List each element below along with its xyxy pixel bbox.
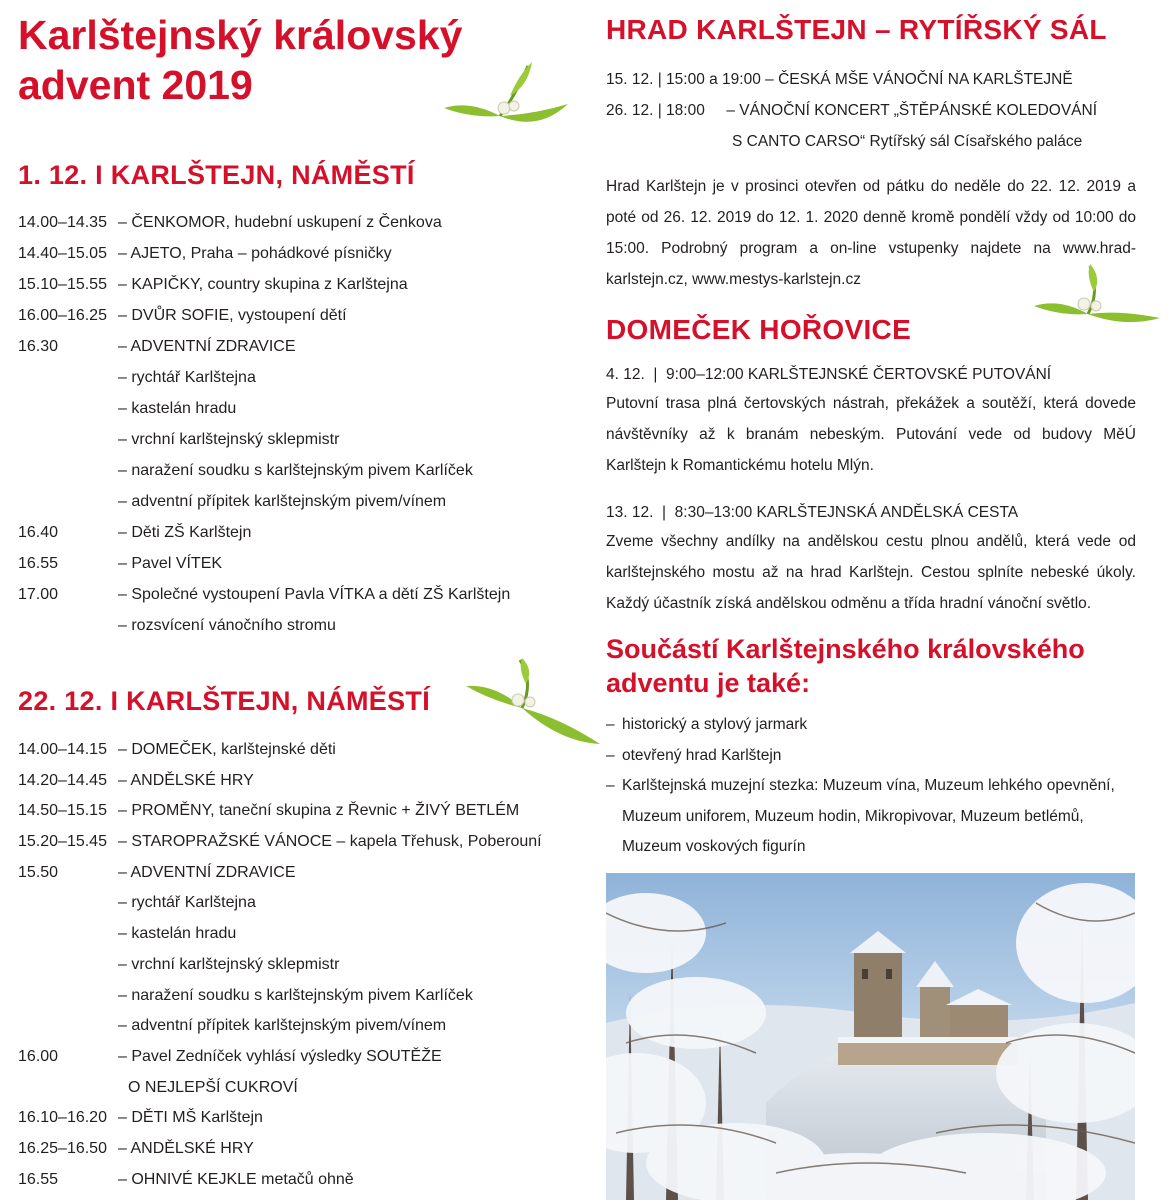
schedule-22-12	[18, 735, 542, 1195]
time: 16.55	[18, 555, 59, 572]
event: – ČENKOMOR, hudební uskupení z Čenkova	[118, 214, 442, 231]
schedule-row	[18, 517, 510, 548]
event: – ADVENTNÍ ZDRAVICE	[118, 338, 296, 355]
hrad-info: Hrad Karlštejn je v prosinci otevřen od pátku do neděle do 22. 12. 2019 a poté od 26. 12. 2019 do 12. 1. 2020 denně kromě pondělí vždy od 10:00 do 15:00. Podrobný program a on-line vstupenky najdete na www.hrad-karlstejn.cz, www.mestys-karlstejn.cz	[606, 178, 1136, 288]
title-line-1: Karlštejnský královský	[18, 12, 463, 58]
event: – Pavel VÍTEK	[118, 555, 223, 572]
event: – adventní přípitek karlštejnským pivem/vínem	[118, 493, 447, 510]
section-heading-domecek: DOMEČEK HOŘOVICE	[606, 314, 912, 345]
schedule-row	[18, 1042, 542, 1073]
list-item: – otevřený hrad Karlštejn	[606, 746, 782, 764]
time	[18, 919, 118, 950]
section-heading-22-12: 22. 12. I KARLŠTEJN, NÁMĚSTÍ	[18, 686, 430, 716]
event: – rozsvícení vánočního stromu	[118, 617, 336, 634]
time	[18, 1073, 118, 1104]
event: – naražení soudku s karlštejnským pivem Karlíček	[118, 986, 473, 1004]
schedule-row	[18, 207, 510, 238]
title-line-2: advent 2019	[18, 62, 253, 108]
hrad-event-2: 26. 12. | 18:00 – VÁNOČNÍ KONCERT „ŠTĚPÁNSKÉ KOLEDOVÁNÍ	[606, 102, 1098, 119]
domecek-event-1-title: 4. 12. | 9:00–12:00 KARLŠTEJNSKÉ ČERTOVSKÉ PUTOVÁNÍ	[606, 366, 1052, 383]
castle-photo	[606, 873, 1135, 1200]
schedule-row	[18, 300, 510, 331]
time	[18, 1011, 118, 1042]
schedule-row	[18, 827, 542, 858]
time: 16.25–16.50	[18, 1139, 107, 1157]
soucasti-list	[606, 710, 1136, 863]
schedule-row	[18, 331, 510, 362]
event: – OHNIVÉ KEJKLE metačů ohně	[118, 1170, 354, 1188]
time	[18, 610, 118, 641]
soucasti-heading-line-1: Součástí Karlštejnského královského	[606, 634, 1085, 664]
schedule-row	[18, 393, 510, 424]
event: – DVŮR SOFIE, vystoupení dětí	[118, 307, 347, 324]
hrad-event-1: 15. 12. | 15:00 a 19:00 – ČESKÁ MŠE VÁNOČNÍ NA KARLŠTEJNĚ	[606, 71, 1073, 88]
event: – AJETO, Praha – pohádkové písničky	[118, 245, 392, 262]
schedule-row	[18, 796, 542, 827]
schedule-row	[18, 269, 510, 300]
schedule-row	[18, 766, 542, 797]
time: 16.10–16.20	[18, 1109, 107, 1127]
schedule-row	[18, 424, 510, 455]
event: – STAROPRAŽSKÉ VÁNOCE – kapela Třehusk, Poberouní	[118, 833, 542, 851]
event: – rychtář Karlštejna	[118, 369, 256, 386]
schedule-row	[18, 981, 542, 1012]
list-item-text: historický a stylový jarmark	[622, 716, 808, 733]
event: – Děti ZŠ Karlštejn	[118, 524, 252, 541]
event: – ANDĚLSKÉ HRY	[118, 1139, 254, 1157]
event: – ADVENTNÍ ZDRAVICE	[118, 863, 296, 881]
event: – KAPIČKY, country skupina z Karlštejna	[118, 276, 408, 293]
time	[18, 486, 118, 517]
schedule-row	[18, 1165, 542, 1196]
time: 16.00	[18, 1047, 59, 1065]
time	[18, 950, 118, 981]
event: – rychtář Karlštejna	[118, 894, 256, 912]
time: 15.50	[18, 863, 59, 881]
event: – kastelán hradu	[118, 400, 237, 417]
section-heading-1-12: 1. 12. I KARLŠTEJN, NÁMĚSTÍ	[18, 160, 415, 190]
time	[18, 424, 118, 455]
schedule-row	[18, 455, 510, 486]
time: 16.30	[18, 338, 59, 355]
time: 14.20–14.45	[18, 771, 107, 789]
event: – vrchní karlštejnský sklepmistr	[118, 431, 340, 448]
list-item: – historický a stylový jarmark	[606, 716, 808, 733]
hrad-events	[606, 64, 1136, 295]
schedule-row	[18, 486, 510, 517]
time	[18, 888, 118, 919]
list-item-text: otevřený hrad Karlštejn	[622, 746, 782, 764]
domecek-event-1-text: Putovní trasa plná čertovských nástrah, překážek a soutěží, která dovede návštěvníky až k branám nebeským. Putování vede od budovy MěÚ Karlštejn k Romantickému hotelu Mlýn.	[606, 395, 1136, 474]
event: – Pavel Zedníček vyhlásí výsledky SOUTĚŽE	[118, 1047, 442, 1065]
event: – PROMĚNY, taneční skupina z Řevnic + ŽIVÝ BETLÉM	[118, 802, 520, 820]
schedule-row	[18, 238, 510, 269]
schedule-row	[18, 950, 542, 981]
time: 15.10–15.55	[18, 276, 107, 293]
schedule-row	[18, 610, 510, 641]
schedule-row	[18, 579, 510, 610]
time: 17.00	[18, 586, 59, 603]
time: 14.00–14.35	[18, 214, 107, 231]
domecek-event-2-title: 13. 12. | 8:30–13:00 KARLŠTEJNSKÁ ANDĚLSKÁ CESTA	[606, 504, 1019, 521]
time: 16.55	[18, 1170, 59, 1188]
schedule-row	[18, 548, 510, 579]
event: – adventní přípitek karlštejnským pivem/vínem	[118, 1017, 447, 1035]
domecek-events	[606, 359, 1136, 619]
time	[18, 455, 118, 486]
time: 14.50–15.15	[18, 802, 107, 820]
event: – vrchní karlštejnský sklepmistr	[118, 955, 340, 973]
schedule-1-12	[18, 207, 510, 641]
mistletoe-icon	[460, 656, 610, 746]
event: O NEJLEPŠÍ CUKROVÍ	[128, 1078, 298, 1096]
time: 16.00–16.25	[18, 307, 107, 324]
time	[18, 981, 118, 1012]
event: – DOMEČEK, karlštejnské děti	[118, 741, 336, 758]
event: – ANDĚLSKÉ HRY	[118, 771, 254, 789]
time: 14.40–15.05	[18, 245, 107, 262]
schedule-row	[18, 362, 510, 393]
list-item-text: Karlštejnská muzejní stezka: Muzeum vína, Muzeum lehkého opevnění, Muzeum uniforem, Muzeum hodin, Mikropivovar, Muzeum betlémů, Muzeum voskových figurín	[622, 777, 1115, 855]
schedule-row	[18, 1103, 542, 1134]
schedule-row	[18, 888, 542, 919]
event: – Společné vystoupení Pavla VÍTKA a dětí ZŠ Karlštejn	[118, 586, 511, 603]
event: – naražení soudku s karlštejnským pivem Karlíček	[118, 462, 473, 479]
time: 16.40	[18, 524, 59, 541]
hrad-event-2-cont: S CANTO CARSO“ Rytířský sál Císařského paláce	[732, 133, 1083, 150]
time: 14.00–14.15	[18, 741, 107, 758]
schedule-row	[18, 919, 542, 950]
section-heading-soucasti	[606, 632, 1085, 700]
time	[18, 362, 118, 393]
schedule-row	[18, 858, 542, 889]
schedule-row	[18, 1073, 542, 1104]
domecek-event-2-text: Zveme všechny andílky na andělskou cestu plnou andělů, která vede od karlštejnského mostu až na hrad Karlštejn. Cestou splníte nebeské úkoly. Každý účastník získá andělskou odměnu a třída hradní vánoční světlo.	[606, 533, 1136, 612]
event: – DĚTI MŠ Karlštejn	[118, 1109, 263, 1127]
schedule-row	[18, 1134, 542, 1165]
time: 15.20–15.45	[18, 833, 107, 851]
event: – kastelán hradu	[118, 925, 237, 943]
time	[18, 393, 118, 424]
schedule-row	[18, 1011, 542, 1042]
schedule-row	[18, 735, 542, 766]
section-heading-hrad: HRAD KARLŠTEJN – RYTÍŘSKÝ SÁL	[606, 14, 1107, 45]
list-item: – Karlštejnská muzejní stezka: Muzeum vína, Muzeum lehkého opevnění, Muzeum uniforem, Muzeum hodin, Mikropivovar, Muzeum betlémů, Muzeum voskových figurín	[606, 777, 1115, 855]
mistletoe-icon	[440, 56, 580, 136]
soucasti-heading-line-2: adventu je také:	[606, 668, 811, 698]
